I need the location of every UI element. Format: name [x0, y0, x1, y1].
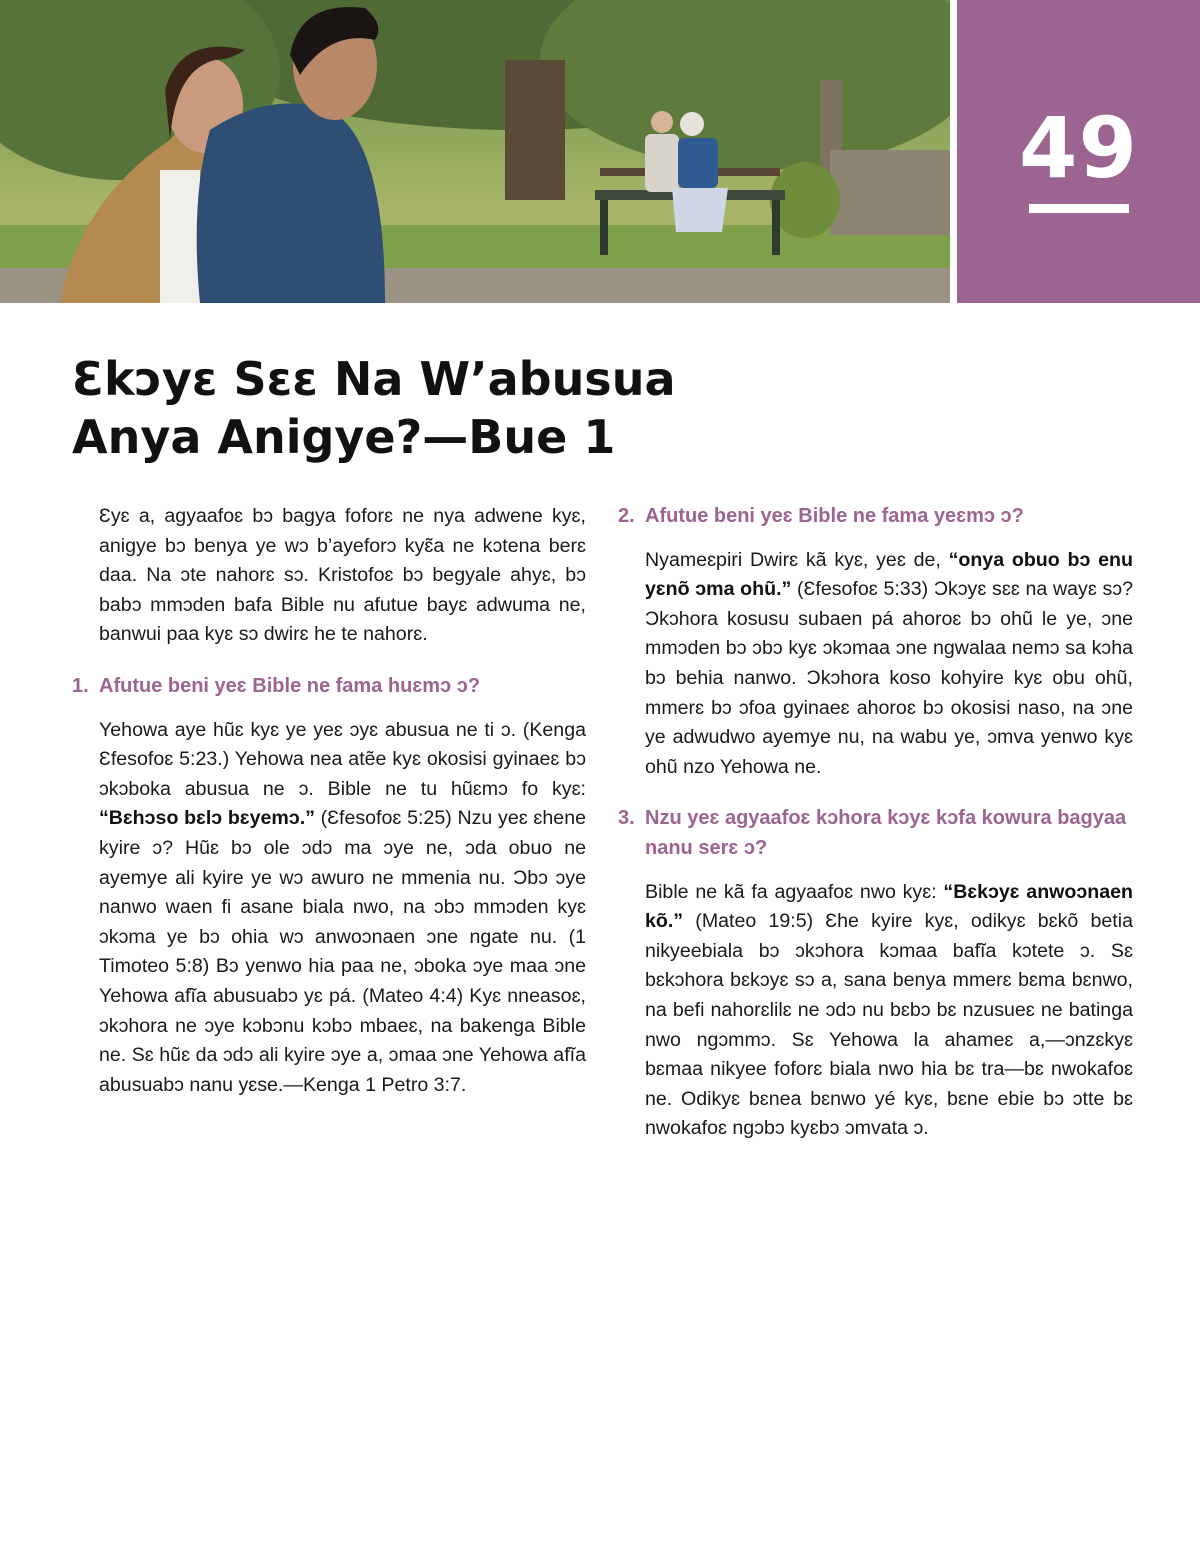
section-2-quote: “onya obuo bɔ enu yɛnõ ɔma ohũ.” [645, 548, 1133, 601]
elderly-man-head [651, 111, 673, 133]
intro-paragraph: Ɛyɛ a, agyaafoɛ bɔ bagya foforɛ ne nya adwene kyɛ, anigye bɔ benya ye wɔ b’ayeforɔ kyɛ̃a ne kɔtena berɛ daa. Na ɔte nahorɛ sɔ. Kristofoɛ bɔ begyale ahyɛ, bɔ babɔ mmɔden bafa Bible nu afutue bayɛ adwuma ne, banwui paa kyɛ sɔ dwirɛ he te nahorɛ. [99, 505, 586, 646]
elderly-woman-body [678, 138, 718, 188]
section-2-text-b: (Ɛfesofoɛ 5:33) Ɔkɔyɛ sɛɛ na wayɛ sɔ? Ɔkɔhora kosusu subaen pá ahoroɛ bɔ ohũ le ye, ɔne mmɔden bɔ ɔbɔ kyɛ ɔkɔmaa ɔne ngwalaa nemɔ sa kɔha bɔ behia nanwo. Ɔkɔhora koso kohyire kyɛ obu ohũ, mmerɛ bɔ ɔfoa gyinaeɛ ahoroɛ bɔ okosisi naso, na ɔne ye adwudwo ayemye nu, na wabu ye, ɔmva yenwo kyɛ ohũ nzo Yehowa ne. [645, 578, 1134, 778]
question-3-heading [618, 804, 1133, 863]
section-2-text-a: Nyameɛpiri Dwirɛ kã kyɛ, yeɛ de, [645, 548, 949, 571]
elderly-woman-head [680, 112, 704, 136]
section-1-text-b: (Ɛfesofoɛ 5:25) Nzu yeɛ ɛhene kyire ɔ? Hũɛ bɔ ole ɔdɔ ma ɔye ne, ɔda obuo ne ayemye ali kyire ye wɔ awuro ne mmenia nu. Ɔbɔ ɔye nanwo waen fi asane biala nwo, na ɔbɔ mmɔden kyɛ ɔkɔma ye bɔ ohia wɔ anwoɔnaen ɔne ngate nu. (1 Timoteo 5:8) Bɔ yenwo hia paa ne, ɔboka ɔye maa ɔne Yehowa afĩa abusuabɔ yɛ pá. (Mateo 4:4) Kyɛ nneasoɛ, ɔkɔhora ne ɔye kɔbɔnu kɔbɔ mbaeɛ, na bakenga Bible ne. Sɛ hũɛ da ɔdɔ ali kyire ɔye a, ɔmaa ɔne Yehowa afĩa abusuabɔ nanu yɛse.—Kenga 1 Petro 3:7. [99, 807, 586, 1096]
section-3-text-a: Bible ne kã fa agyaafoɛ nwo kyɛ: [645, 880, 944, 903]
bench-leg-2 [772, 200, 780, 255]
question-3-number: 3. [618, 807, 635, 830]
title-line-2: Anya Anigye?—Bue 1 [72, 410, 616, 464]
question-2-number: 2. [618, 505, 635, 527]
section-1-text-a: Yehowa aye hũɛ kyɛ ye yeɛ ɔyɛ abusua ne ti ɔ. (Kenga Ɛfesofoɛ 5:23.) Yehowa nea atẽe kyɛ okosisi gyinaeɛ bɔ ɔkɔboka abusua ne ɔ. Bible ne tu hũɛmɔ fo kyɛ: [99, 718, 586, 800]
striped-shirt [160, 170, 200, 303]
section-1-quote: “Bɛhɔso bɛlɔ bɛyemɔ.” [99, 807, 315, 830]
tree-canopy-right [540, 0, 950, 170]
left-column [72, 502, 586, 1100]
question-1-number: 1. [72, 674, 89, 697]
right-column [618, 502, 1133, 1144]
section-3-paragraph [618, 878, 1133, 1144]
section-2-paragraph [618, 546, 1133, 783]
section-3-quote: “Bɛkɔyɛ anwoɔnaen kõ.” [645, 880, 1134, 933]
lesson-number: 49 [1019, 99, 1138, 197]
question-1-text: Afutue beni yeɛ Bible ne fama huɛmɔ ɔ? [99, 674, 481, 697]
lesson-title [72, 350, 832, 466]
section-3-text-b: (Mateo 19:5) Ɛhe kyire kyɛ, odikyɛ bɛkõ betia nikyeebiala bɔ ɔkɔhora kɔmaa bafĩa kɔtete ɔ. Sɛ bɛkɔhora bɛkɔyɛ sɔ a, sana benya mmerɛ bɛma bɛnwo, na befi nahorɛlilɛ ne ɔdɔ nu bɛbɔ bɛ nzusueɛ ne batinga nwo ngɔmmɔ. Sɛ Yehowa la ahameɛ a,—ɔnzɛkyɛ bɛmaa nikyee foforɛ biala nwo hia bɛ tra—bɛ nwokafoɛ ne. Odikyɛ bɛnea bɛnwo yé kyɛ, bɛne ebie bɔ ɔtte bɛ nwokafoɛ ngɔbɔ kyɛbɔ ɔmvata ɔ. [645, 910, 1133, 1140]
question-2-text: Afutue beni yeɛ Bible ne fama yeɛmɔ ɔ? [645, 505, 1024, 527]
hero-photo [0, 0, 950, 303]
park-scene-illustration [0, 0, 950, 303]
elderly-woman-dress [672, 188, 728, 232]
lesson-number-badge [957, 0, 1200, 303]
bench-leg [600, 200, 608, 255]
tree-trunk [505, 60, 565, 200]
title-line-1: Ɛkɔyɛ Sɛɛ Na W’abusua [72, 352, 676, 406]
section-1-paragraph [72, 716, 586, 1101]
question-2-heading [618, 502, 1133, 532]
elderly-man-body [645, 134, 679, 192]
stone-wall [830, 150, 950, 235]
young-man-shirt [197, 103, 385, 303]
question-1-heading [72, 672, 586, 702]
question-3-text: Nzu yeɛ agyaafoɛ kɔhora kɔyɛ kɔfa kowura bagyaa nanu serɛ ɔ? [645, 807, 1127, 859]
badge-underline [1029, 204, 1129, 213]
